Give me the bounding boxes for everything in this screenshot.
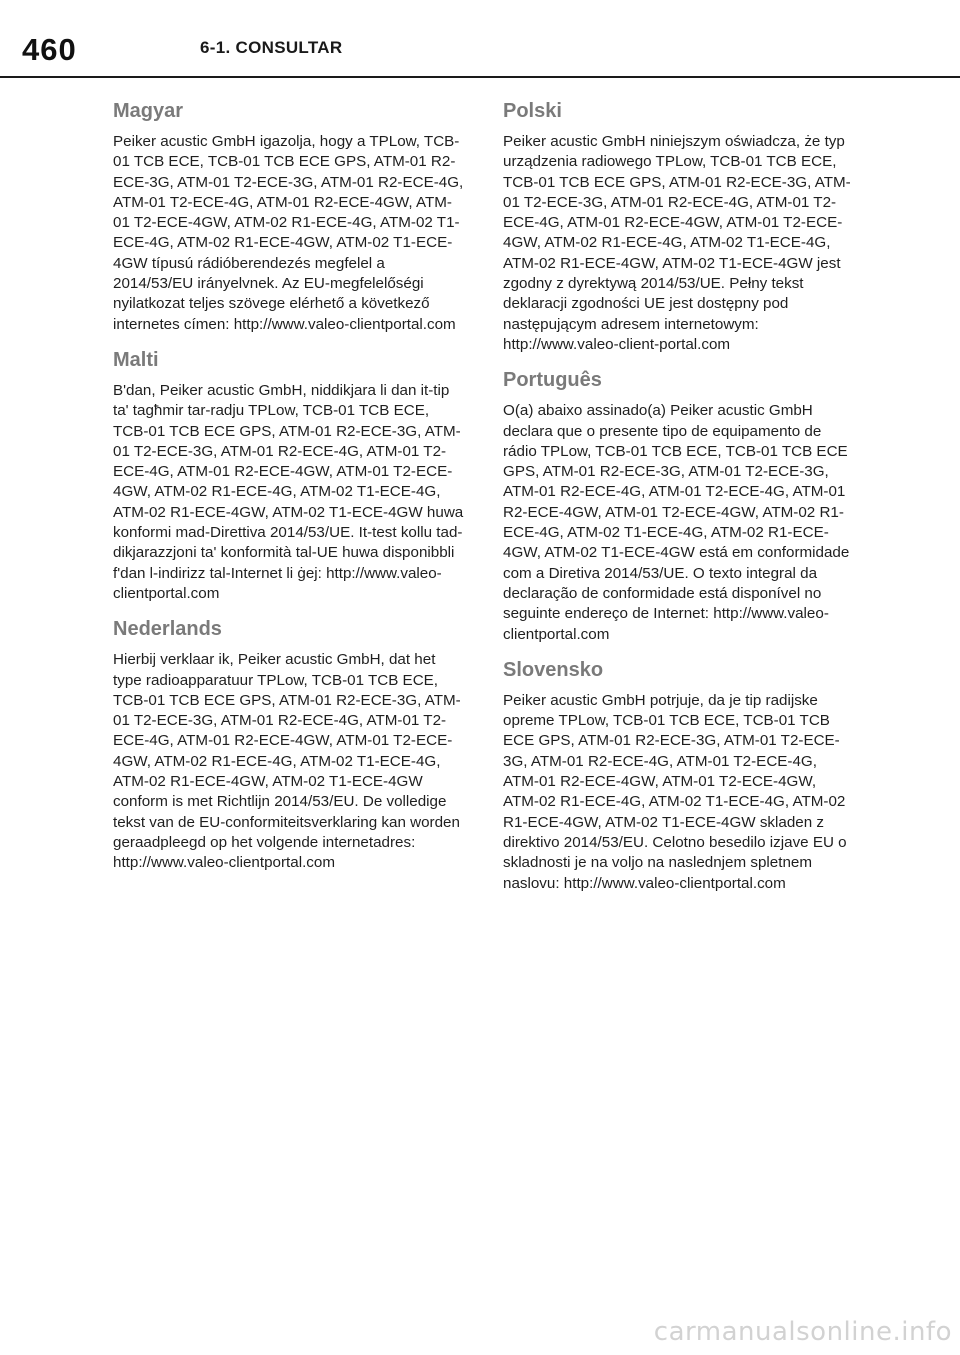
header-divider [0,76,960,78]
section-heading: Polski [503,100,562,122]
page-number: 460 [22,32,77,67]
section-magyar [113,98,465,335]
section-polski [503,98,855,355]
section-slovensko [503,657,855,894]
site-watermark: carmanualsonline.info [653,1317,952,1347]
section-portugues [503,367,855,645]
chapter-title: 6-1. CONSULTAR [200,38,343,57]
section-heading: Português [503,369,602,392]
section-body: Peiker acustic GmbH niniejszym oświadcza, że typ urządzenia radiowego TPLow, TCB-01 TCB ECE, TCB-01 TCB ECE GPS, ATM-01 R2-ECE-3G, ATM-01 T2-ECE-3G, ATM-01 R2-ECE-4G, ATM-01 T2-ECE-4G, ATM-01 R2-ECE-4GW, ATM-01 T2-ECE-4GW, ATM-02 R1-ECE-4G, ATM-02 T1-ECE-4G, ATM-02 R1-ECE-4GW, ATM-02 T1-ECE-4GW jest zgodny z dyrektywą 2014/53/UE. Pełny tekst deklaracji zgodności UE jest dostępny pod następującym adresem internetowym: http://www.valeo-client-portal.com [503,133,851,353]
left-column [113,98,465,886]
section-body: Hierbij verklaar ik, Peiker acustic GmbH, dat het type radioapparatuur TPLow, TCB-01 TCB ECE, TCB-01 TCB ECE GPS, ATM-01 R2-ECE-3G, ATM-01 T2-ECE-3G, ATM-01 R2-ECE-4G, ATM-01 T2-ECE-4G, ATM-01 R2-ECE-4GW, ATM-01 T2-ECE-4GW, ATM-02 R1-ECE-4G, ATM-02 T1-ECE-4G, ATM-02 R1-ECE-4GW, ATM-02 T1-ECE-4GW conform is met Richtlijn 2014/53/EU. De volledige tekst van de EU-conformiteitsverklaring kan worden geraadpleegd op het volgende internetadres: http://www.valeo-clientportal.com [113,651,461,872]
section-nederlands [113,616,465,873]
section-heading: Magyar [113,100,184,122]
section-heading: Nederlands [113,618,222,641]
section-heading: Slovensko [503,658,604,681]
section-body: Peiker acustic GmbH potrjuje, da je tip radijske opreme TPLow, TCB-01 TCB ECE, TCB-01 TCB ECE GPS, ATM-01 R2-ECE-3G, ATM-01 T2-ECE-3G, ATM-01 R2-ECE-4G, ATM-01 T2-ECE-4G, ATM-01 R2-ECE-4GW, ATM-01 T2-ECE-4GW, ATM-02 R1-ECE-4G, ATM-02 T1-ECE-4G, ATM-02 R1-ECE-4GW, ATM-02 T1-ECE-4GW skladen z direktivo 2014/53/EU. Celotno besedilo izjave EU o skladnosti je na voljo na naslednjem spletnem naslovu: http://www.valeo-clientportal.com [503,691,847,892]
section-malti [113,347,465,604]
section-heading: Malti [113,348,159,371]
section-body: O(a) abaixo assinado(a) Peiker acustic GmbH declara que o presente tipo de equipamento de rádio TPLow, TCB-01 TCB ECE, TCB-01 TCB ECE GPS, ATM-01 R2-ECE-3G, ATM-01 T2-ECE-3G, ATM-01 R2-ECE-4G, ATM-01 T2-ECE-4G, ATM-01 R2-ECE-4GW, ATM-01 T2-ECE-4GW, ATM-02 R1-ECE-4G, ATM-02 T1-ECE-4G, ATM-02 R1-ECE-4GW, ATM-02 T1-ECE-4GW está em conformidade com a Diretiva 2014/53/UE. O texto integral da declaração de conformidade está disponível no seguinte endereço de Internet: http://www.valeo-clientportal.com [503,402,850,643]
page-header [0,22,960,78]
section-body: B'dan, Peiker acustic GmbH, niddikjara li dan it-tip ta' tagħmir tar-radju TPLow, TCB-01 TCB ECE, TCB-01 TCB ECE GPS, ATM-01 R2-ECE-3G, ATM-01 T2-ECE-3G, ATM-01 R2-ECE-4G, ATM-01 T2-ECE-4G, ATM-01 R2-ECE-4GW, ATM-01 T2-ECE-4GW, ATM-02 R1-ECE-4G, ATM-02 T1-ECE-4G, ATM-02 R1-ECE-4GW, ATM-02 T1-ECE-4GW huwa konformi mad-Direttiva 2014/53/UE. It-test kollu tad-dikjarazzjoni ta' konformità tal-UE huwa disponibbli f'dan l-indirizz tal-Internet li ġej: http://www.valeo-clientportal.com [113,381,464,602]
section-body: Peiker acustic GmbH igazolja, hogy a TPLow, TCB-01 TCB ECE, TCB-01 TCB ECE GPS, ATM-01 R2-ECE-3G, ATM-01 T2-ECE-3G, ATM-01 R2-ECE-4G, ATM-01 T2-ECE-4G, ATM-01 R2-ECE-4GW, ATM-01 T2-ECE-4GW, ATM-02 R1-ECE-4G, ATM-02 T1-ECE-4G, ATM-02 R1-ECE-4GW, ATM-02 T1-ECE-4GW típusú rádióberendezés megfelel a 2014/53/EU irányelvnek. Az EU-megfelelőségi nyilatkozat teljes szövege elérhető a következő internetes címen: http://www.valeo-clientportal.com [113,133,464,333]
right-column [503,98,855,906]
